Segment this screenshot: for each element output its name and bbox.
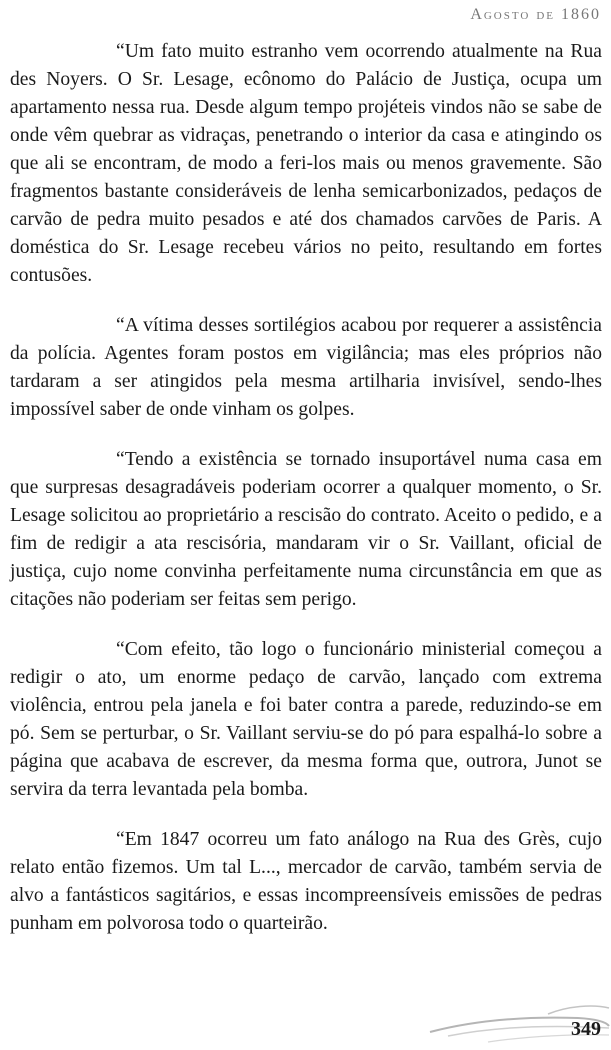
- paragraph-3: “Tendo a existência se tornado insuportável numa casa em que surpresas desagradáveis poderiam ocorrer a qualquer momento, o Sr. Lesage solicitou ao proprietário a rescisão do contrato. Aceito o pedido, e a fim de redigir a ata rescisória, mandaram vir o Sr. Vaillant, oficial de justiça, cujo nome convinha perfeitamente numa circunstância em que as citações não poderiam ser feitas sem perigo.: [10, 449, 602, 610]
- running-header: Agosto de 1860: [470, 6, 601, 23]
- paragraph-2: “A vítima desses sortilégios acabou por requerer a assistência da polícia. Agentes foram postos em vigilância; mas eles próprios não tardaram a ser atingidos pela mesma artilharia invisível, sendo-lhes impossível saber de onde vinham os golpes.: [10, 315, 602, 420]
- page-number: 349: [571, 1018, 601, 1040]
- paragraph-5: “Em 1847 ocorreu um fato análogo na Rua des Grès, cujo relato então fizemos. Um tal L..., mercador de carvão, também servia de alvo a fantásticos sagitários, e essas incompreensíveis emissões de pedras punham em polvorosa todo o quarteirão.: [10, 829, 602, 934]
- page-body: [10, 38, 602, 938]
- paragraph-1: “Um fato muito estranho vem ocorrendo atualmente na Rua des Noyers. O Sr. Lesage, ecônomo do Palácio de Justiça, ocupa um apartamento nessa rua. Desde algum tempo projéteis vindos não se sabe de onde vêm quebrar as vidraças, penetrando o interior da casa e atingindo os que ali se encontram, de modo a feri-los mais ou menos gravemente. São fragmentos bastante consideráveis de lenha semicarbonizados, pedaços de carvão de pedra muito pesados e até dos chamados carvões de Paris. A doméstica do Sr. Lesage recebeu vários no peito, resultando em fortes contusões.: [10, 41, 602, 286]
- paragraph-4: “Com efeito, tão logo o funcionário ministerial começou a redigir o ato, um enorme pedaço de carvão, lançado com extrema violência, entrou pela janela e foi bater contra a parede, reduzindo-se em pó. Sem se perturbar, o Sr. Vaillant serviu-se do pó para espalhá-lo sobre a página que acabava de escrever, da mesma forma que, outrora, Junot se servira da terra levantada pela bomba.: [10, 639, 602, 800]
